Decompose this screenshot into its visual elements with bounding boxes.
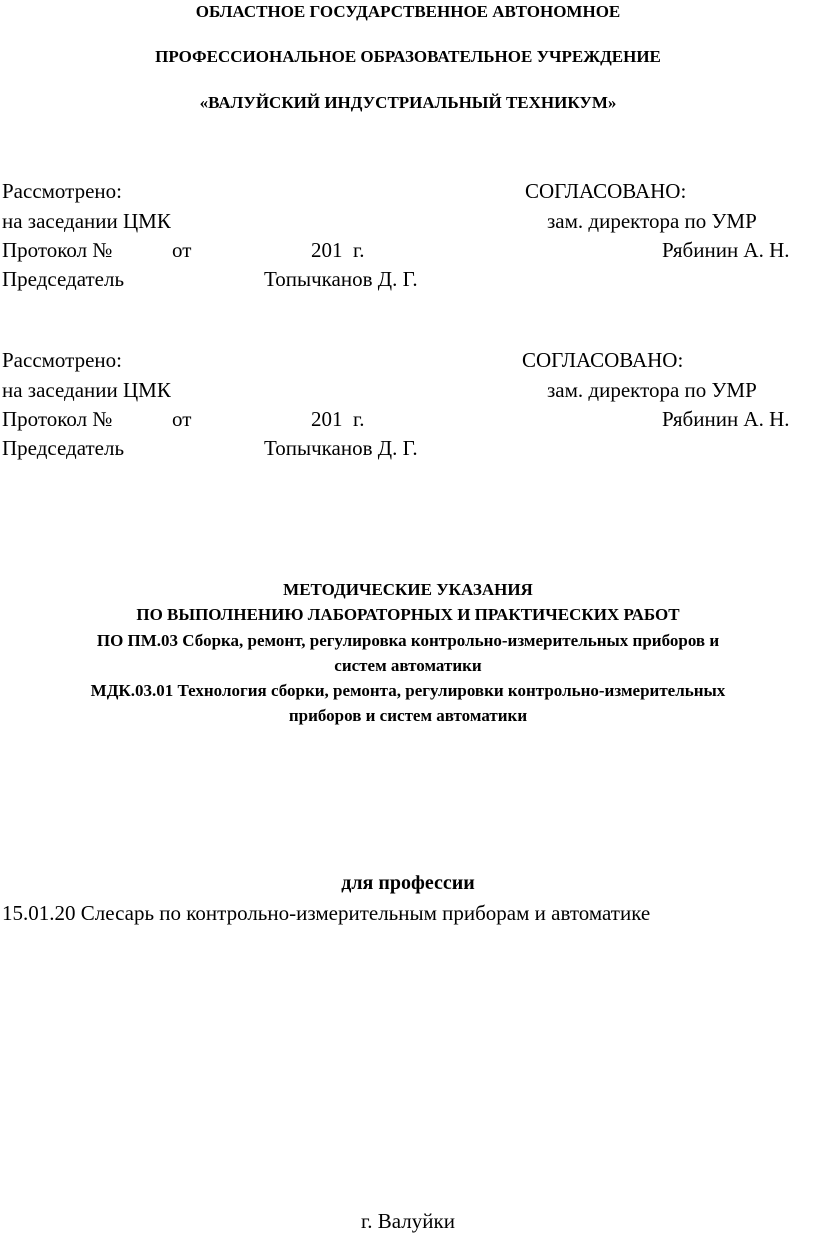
protocol-from: от bbox=[172, 407, 192, 431]
protocol-year: 201 г. bbox=[311, 407, 365, 431]
chair-name: Топычканов Д. Г. bbox=[264, 267, 418, 291]
protocol-from: от bbox=[172, 238, 192, 262]
document-title-line-1: МЕТОДИЧЕСКИЕ УКАЗАНИЯ bbox=[283, 580, 533, 599]
protocol-year: 201 г. bbox=[311, 238, 365, 262]
city: г. Валуйки bbox=[361, 1209, 455, 1233]
meeting-label: на заседании ЦМК bbox=[2, 378, 171, 402]
protocol-label: Протокол № bbox=[2, 407, 113, 431]
institution-line-3: «ВАЛУЙСКИЙ ИНДУСТРИАЛЬНЫЙ ТЕХНИКУМ» bbox=[199, 93, 617, 112]
reviewed-label: Рассмотрено: bbox=[2, 348, 122, 372]
document-title-line-6: приборов и систем автоматики bbox=[288, 706, 528, 725]
agreed-label: СОГЛАСОВАНО: bbox=[525, 179, 687, 203]
reviewed-label: Рассмотрено: bbox=[2, 179, 122, 203]
institution-line-1: ОБЛАСТНОЕ ГОСУДАРСТВЕННОЕ АВТОНОМНОЕ bbox=[195, 2, 621, 21]
chair-name: Топычканов Д. Г. bbox=[264, 436, 418, 460]
chair-label: Председатель bbox=[2, 436, 125, 460]
institution-line-2: ПРОФЕССИОНАЛЬНОЕ ОБРАЗОВАТЕЛЬНОЕ УЧРЕЖДЕНИЕ bbox=[155, 47, 661, 66]
profession-value: 15.01.20 Слесарь по контрольно-измерительным приборам и автоматике bbox=[2, 901, 651, 925]
deputy-label: зам. директора по УМР bbox=[547, 209, 757, 233]
deputy-label: зам. директора по УМР bbox=[547, 378, 757, 402]
deputy-name: Рябинин А. Н. bbox=[662, 238, 790, 262]
profession-label: для профессии bbox=[341, 872, 475, 894]
document-title-line-5: МДК.03.01 Технология сборки, ремонта, регулировки контрольно-измерительных bbox=[90, 681, 726, 700]
document-title-line-2: ПО ВЫПОЛНЕНИЮ ЛАБОРАТОРНЫХ И ПРАКТИЧЕСКИХ РАБОТ bbox=[136, 605, 680, 624]
agreed-label: СОГЛАСОВАНО: bbox=[522, 348, 684, 372]
document-title-line-3: ПО ПМ.03 Сборка, ремонт, регулировка контрольно-измерительных приборов и bbox=[96, 631, 720, 650]
meeting-label: на заседании ЦМК bbox=[2, 209, 171, 233]
chair-label: Председатель bbox=[2, 267, 125, 291]
deputy-name: Рябинин А. Н. bbox=[662, 407, 790, 431]
protocol-label: Протокол № bbox=[2, 238, 113, 262]
document-title-line-4: систем автоматики bbox=[334, 656, 482, 675]
